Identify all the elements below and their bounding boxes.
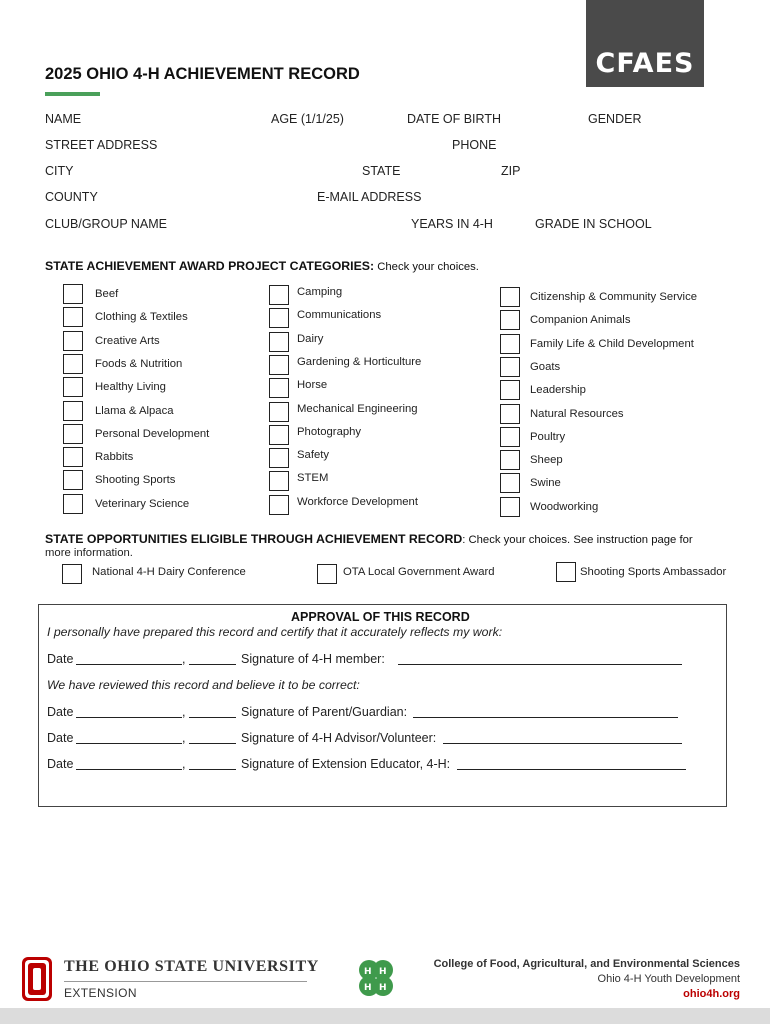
email-field-label[interactable]: E-MAIL ADDRESS [317, 190, 422, 204]
svg-text:H: H [364, 967, 372, 977]
zip-field-label[interactable]: ZIP [501, 164, 521, 178]
category-checkbox-workforce-development[interactable] [269, 495, 289, 515]
category-label-safety: Safety [297, 449, 330, 461]
opportunity-checkbox-dairy[interactable] [62, 564, 82, 584]
svg-text:H: H [379, 983, 387, 993]
educator-date-line[interactable] [76, 769, 182, 770]
category-label-leadership: Leadership [530, 384, 586, 396]
category-checkbox-llama-alpaca[interactable] [63, 401, 83, 421]
4h-clover-icon [354, 957, 398, 1001]
parent-year-line[interactable] [189, 717, 236, 718]
city-field-label[interactable]: CITY [45, 164, 74, 178]
category-checkbox-swine[interactable] [500, 473, 520, 493]
cfaes-logo-text: CFAES [595, 48, 695, 79]
category-label-clothing-textiles: Clothing & Textiles [95, 311, 188, 323]
parent-signature-line[interactable] [413, 717, 678, 718]
svg-text:H: H [364, 983, 372, 993]
college-name: College of Food, Agricultural, and Environmental Sciences [433, 958, 740, 970]
category-label-mechanical-engineering: Mechanical Engineering [297, 403, 418, 415]
category-label-dairy: Dairy [297, 333, 324, 345]
category-label-veterinary-science: Veterinary Science [95, 498, 190, 510]
member-signature-line[interactable] [398, 664, 682, 665]
years-field-label[interactable]: YEARS IN 4-H [411, 217, 493, 231]
phone-field-label[interactable]: PHONE [452, 138, 497, 152]
category-checkbox-personal-development[interactable] [63, 424, 83, 444]
category-label-photography: Photography [297, 426, 362, 438]
category-label-citizenship-community-service: Citizenship & Community Service [530, 291, 697, 303]
osu-block-o-icon [22, 957, 52, 1001]
category-label-rabbits: Rabbits [95, 451, 134, 463]
category-label-gardening-horticulture: Gardening & Horticulture [297, 356, 422, 368]
program-name: Ohio 4-H Youth Development [597, 973, 740, 985]
category-label-sheep: Sheep [530, 454, 563, 466]
category-checkbox-rabbits[interactable] [63, 447, 83, 467]
category-checkbox-camping[interactable] [269, 285, 289, 305]
category-checkbox-beef[interactable] [63, 284, 83, 304]
categories-note: Check your choices. [374, 261, 479, 273]
advisor-signature-line[interactable] [443, 743, 682, 744]
category-checkbox-photography[interactable] [269, 425, 289, 445]
footer-band [0, 1008, 770, 1024]
category-checkbox-veterinary-science[interactable] [63, 494, 83, 514]
category-checkbox-mechanical-engineering[interactable] [269, 402, 289, 422]
category-checkbox-companion-animals[interactable] [500, 310, 520, 330]
category-checkbox-leadership[interactable] [500, 380, 520, 400]
category-label-workforce-development: Workforce Development [297, 496, 418, 508]
date-label: Date [47, 652, 74, 666]
opportunities-heading-text: STATE OPPORTUNITIES ELIGIBLE THROUGH ACHIEVEMENT RECORD [45, 532, 463, 546]
category-label-healthy-living: Healthy Living [95, 381, 166, 393]
category-checkbox-citizenship-community-service[interactable] [500, 287, 520, 307]
educator-signature-label: Signature of Extension Educator, 4-H: [241, 757, 451, 771]
category-label-camping: Camping [297, 286, 343, 298]
state-field-label[interactable]: STATE [362, 164, 401, 178]
category-checkbox-creative-arts[interactable] [63, 331, 83, 351]
date-comma: , [182, 757, 186, 771]
opportunity-label-dairy: National 4-H Dairy Conference [92, 566, 246, 578]
category-label-communications: Communications [297, 309, 382, 321]
category-label-poultry: Poultry [530, 431, 566, 443]
category-label-shooting-sports: Shooting Sports [95, 474, 176, 486]
opportunity-label-shooting: Shooting Sports Ambassador [580, 566, 727, 578]
age-field-label[interactable]: AGE (1/1/25) [271, 112, 344, 126]
category-label-companion-animals: Companion Animals [530, 314, 631, 326]
categories-heading [45, 259, 479, 273]
category-label-goats: Goats [530, 361, 561, 373]
category-checkbox-clothing-textiles[interactable] [63, 307, 83, 327]
advisor-year-line[interactable] [189, 743, 236, 744]
category-label-woodworking: Woodworking [530, 501, 599, 513]
opportunity-checkbox-shooting[interactable] [556, 562, 576, 582]
dob-field-label[interactable]: DATE OF BIRTH [407, 112, 501, 126]
date-label: Date [47, 731, 74, 745]
page-title: 2025 OHIO 4-H ACHIEVEMENT RECORD [45, 65, 360, 83]
date-label: Date [47, 705, 74, 719]
category-checkbox-gardening-horticulture[interactable] [269, 355, 289, 375]
category-checkbox-safety[interactable] [269, 448, 289, 468]
educator-year-line[interactable] [189, 769, 236, 770]
category-checkbox-horse[interactable] [269, 378, 289, 398]
category-checkbox-communications[interactable] [269, 308, 289, 328]
category-label-swine: Swine [530, 477, 561, 489]
date-comma: , [182, 705, 186, 719]
opportunity-label-ota: OTA Local Government Award [343, 566, 495, 578]
cfaes-logo [586, 0, 704, 87]
opportunities-note-continued: more information. [45, 547, 133, 559]
reviewer-statement: We have reviewed this record and believe it to be correct: [47, 678, 360, 692]
category-checkbox-sheep[interactable] [500, 450, 520, 470]
category-checkbox-foods-nutrition[interactable] [63, 354, 83, 374]
website-link[interactable]: ohio4h.org [683, 988, 740, 1000]
category-label-personal-development: Personal Development [95, 428, 210, 440]
category-checkbox-natural-resources[interactable] [500, 404, 520, 424]
categories-heading-text: STATE ACHIEVEMENT AWARD PROJECT CATEGORIES: [45, 259, 375, 273]
category-label-family-life-child-development: Family Life & Child Development [530, 338, 694, 350]
category-label-llama-alpaca: Llama & Alpaca [95, 405, 174, 417]
name-field-label[interactable]: NAME [45, 112, 82, 126]
category-checkbox-dairy[interactable] [269, 332, 289, 352]
opportunities-heading [45, 532, 693, 546]
street-field-label[interactable]: STREET ADDRESS [45, 138, 158, 152]
gender-field-label[interactable]: GENDER [588, 112, 642, 126]
parent-date-line[interactable] [76, 717, 182, 718]
osu-wordmark: THE OHIO STATE UNIVERSITY [64, 958, 319, 975]
category-checkbox-family-life-child-development[interactable] [500, 334, 520, 354]
member-statement: I personally have prepared this record and certify that it accurately reflects my work: [47, 625, 503, 639]
category-checkbox-woodworking[interactable] [500, 497, 520, 517]
category-checkbox-healthy-living[interactable] [63, 377, 83, 397]
category-checkbox-stem[interactable] [269, 471, 289, 491]
county-field-label[interactable]: COUNTY [45, 190, 98, 204]
category-checkbox-poultry[interactable] [500, 427, 520, 447]
category-checkbox-shooting-sports[interactable] [63, 470, 83, 490]
date-label: Date [47, 757, 74, 771]
advisor-signature-label: Signature of 4-H Advisor/Volunteer: [241, 731, 437, 745]
approval-title: APPROVAL OF THIS RECORD [291, 610, 470, 624]
date-comma: , [182, 731, 186, 745]
category-label-natural-resources: Natural Resources [530, 408, 624, 420]
club-field-label[interactable]: CLUB/GROUP NAME [45, 217, 168, 231]
member-signature-label: Signature of 4-H member: [241, 652, 385, 666]
title-underline [45, 92, 100, 96]
category-label-stem: STEM [297, 472, 329, 484]
parent-signature-label: Signature of Parent/Guardian: [241, 705, 408, 719]
category-label-horse: Horse [297, 379, 328, 391]
opportunity-checkbox-ota[interactable] [317, 564, 337, 584]
opportunities-note: : Check your choices. See instruction page for [462, 534, 693, 546]
member-year-line[interactable] [189, 664, 236, 665]
educator-signature-line[interactable] [457, 769, 686, 770]
advisor-date-line[interactable] [76, 743, 182, 744]
date-comma: , [182, 652, 186, 666]
category-checkbox-goats[interactable] [500, 357, 520, 377]
svg-text:H: H [379, 967, 387, 977]
grade-field-label[interactable]: GRADE IN SCHOOL [535, 217, 652, 231]
osu-divider [64, 981, 307, 982]
osu-extension-label: EXTENSION [64, 986, 137, 1000]
category-label-foods-nutrition: Foods & Nutrition [95, 358, 183, 370]
category-label-beef: Beef [95, 288, 119, 300]
member-date-line[interactable] [76, 664, 182, 665]
category-label-creative-arts: Creative Arts [95, 335, 160, 347]
